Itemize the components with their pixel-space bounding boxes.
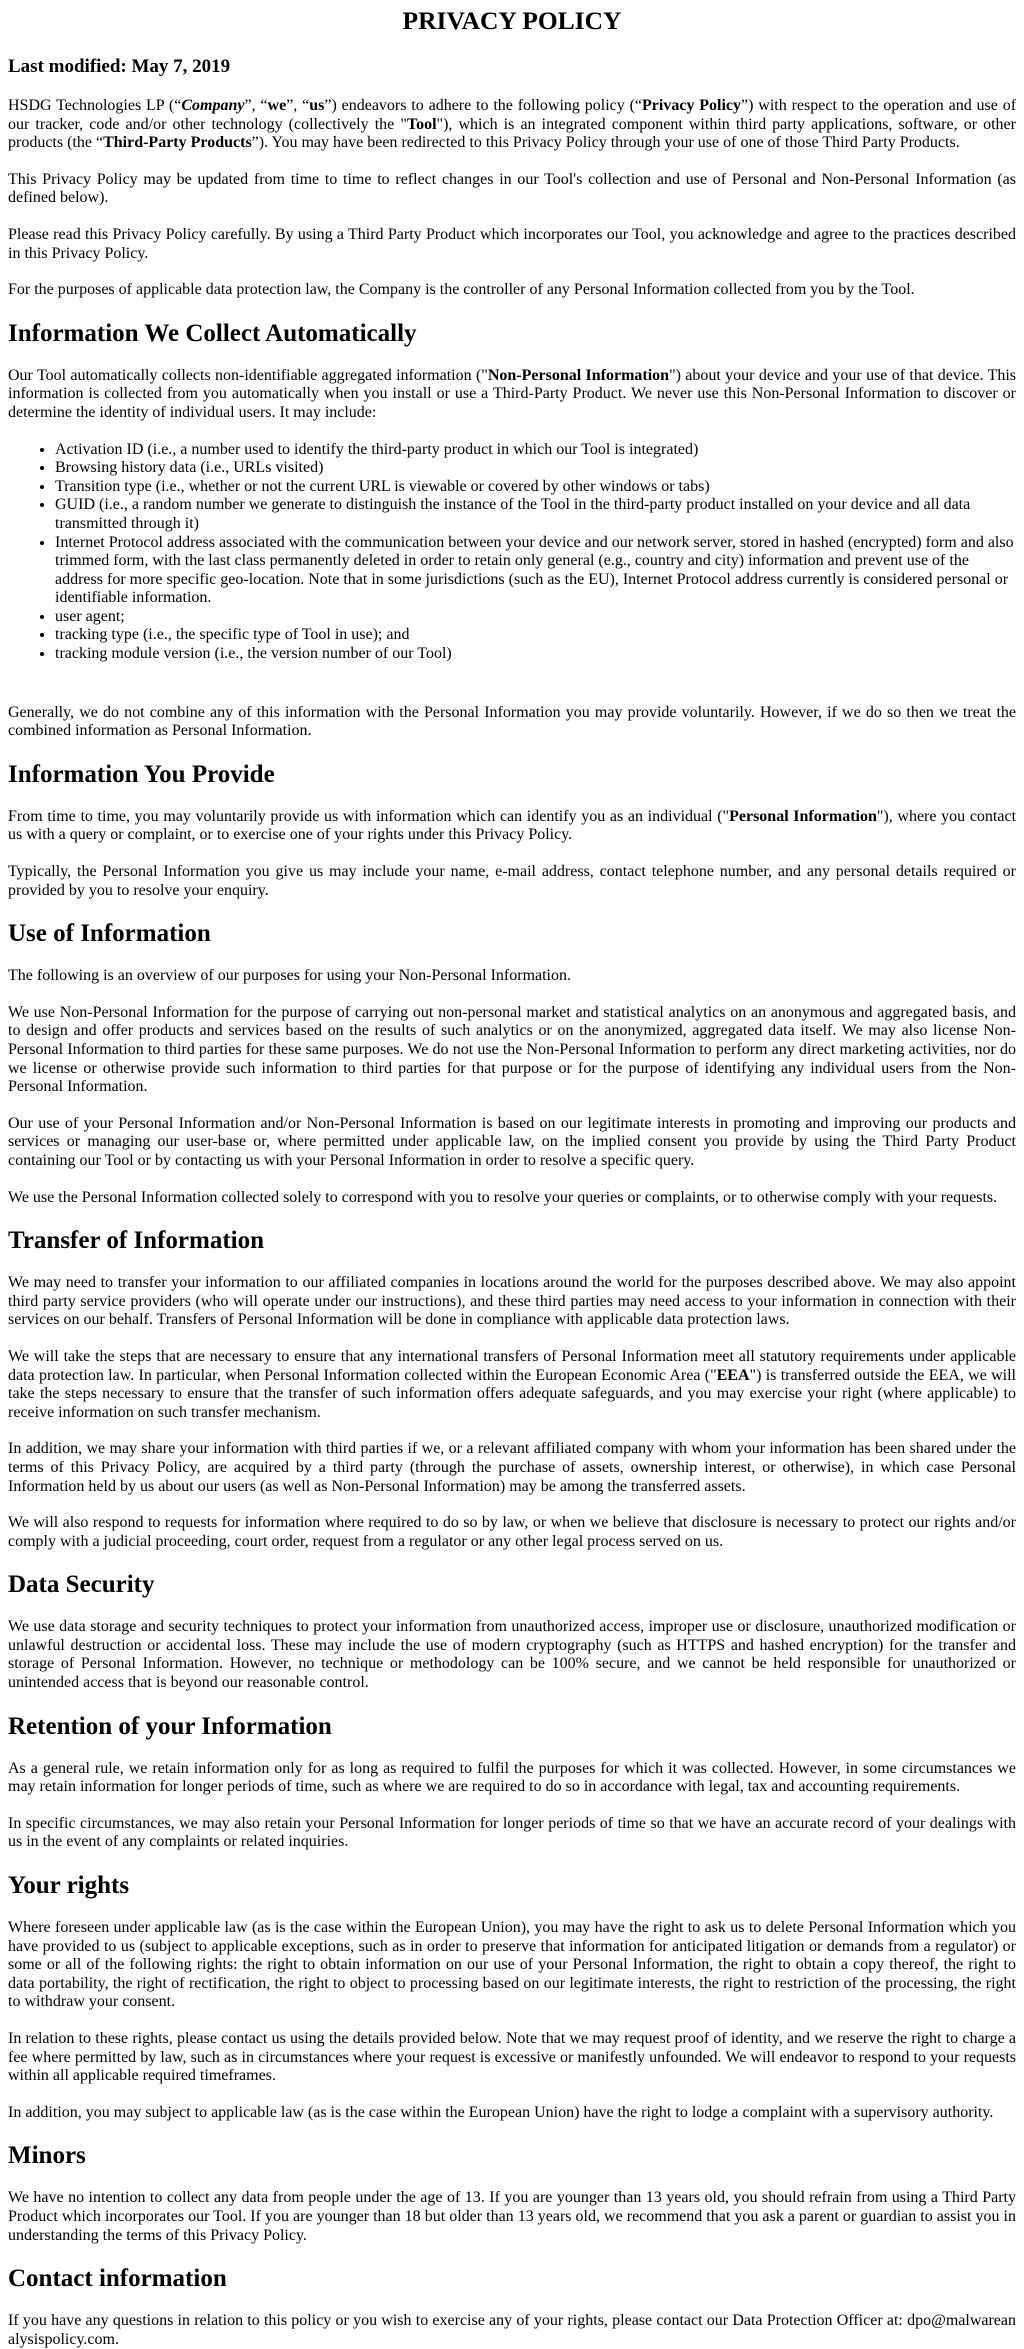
text-run: ”, “ [244, 97, 268, 114]
text-run: ") about your device and your use of that device. This information is collected from you automatically when you install or use a Third-Party Product. We never use this Non-Personal Information to discover or determine the identity of individual users. It may include: [8, 366, 1017, 421]
term-personal-information: Personal Information [729, 807, 877, 825]
text-run: ”). You may have been redirected to this Privacy Policy through your use of one of those Third Party Products. [251, 134, 960, 152]
provide-paragraph-2: Typically, the Personal Information you give us may include your name, e-mail address, contact telephone number, and any personal details required or provided by you to resolve your enquiry. [8, 863, 1016, 899]
retention-paragraph-2: In specific circumstances, we may also retain your Personal Information for longer periods of time so that we have an accurate record of your dealings with us in the event of any complaints or related inquiries. [8, 1814, 1016, 1851]
contact-paragraph-1: If you have any questions in relation to this policy or you wish to exercise any of your rights, please contact our Data Protection Officer at: dpo@malwareanalysispolicy.com. [8, 2312, 1016, 2348]
list-item: • Browsing history data (i.e., URLs visited) [55, 459, 1016, 478]
rights-paragraph-2: In relation to these rights, please contact us using the details provided below. Note that we may request proof of identity, and we reserve the right to charge a fee where permitted by law, such as in circumstances where your request is excessive or manifestly unfounded. We will endeavor to respond to your requests within all applicable required timeframes. [8, 2030, 1016, 2085]
term-non-personal-information: Non-Personal Information [487, 366, 670, 384]
rights-paragraph-1: Where foreseen under applicable law (as is the case within the European Union), you may have the right to ask us to delete Personal Information which you have provided to us (subject to applicable exceptions, such as in order to preserve that information for anticipated litigation or demands from a regulator) or some or all of the following rights: the right to obtain information on our use of your Personal Information, the right to obtain a copy thereof, the right to data portability, the right of rectification, the right to object to processing based on our legitimate interests, the right to restriction of the processing, the right to withdraw your consent. [8, 1919, 1016, 2011]
transfer-paragraph-3: In addition, we may share your information with third parties if we, or a relevant affiliated company with whom your information has been shared under the terms of this Privacy Policy, are acquired by a third party (through the purchase of assets, ownership interest, or otherwise), in which case Personal Information held by us about our users (as well as Non-Personal Information) may be among the transferred assets. [8, 1440, 1016, 1495]
collect-paragraph-1 [8, 367, 1016, 423]
collected-data-list [8, 441, 1016, 664]
text-run: "), where you contact us with a query or complaint, or to exercise one of your rights under this Privacy Policy. [8, 807, 1017, 844]
term-eea: EEA [716, 1366, 750, 1384]
use-paragraph-2: We use Non-Personal Information for the purpose of carrying out non-personal market and statistical analytics on an anonymous and aggregated basis, and to design and offer products and services based on the results of such analytics or on the anonymized, aggregated data itself. We may also license Non-Personal Information to third parties for these same purposes. We do not use the Non-Personal Information to perform any direct marketing activities, nor do we license or otherwise provide such information to third parties for that purpose or for the purpose of identifying any individual users from the Non-Personal Information. [8, 1003, 1016, 1096]
section-heading-minors: Minors [8, 2142, 86, 2170]
term-third-party-products: Third-Party Products [103, 134, 252, 152]
text-run: HSDG Technologies LP (“ [8, 97, 182, 114]
last-modified-date: Last modified: May 7, 2019 [8, 56, 231, 77]
list-item: • user agent; [55, 608, 1016, 627]
intro-paragraph-2: This Privacy Policy may be updated from time to time to reflect changes in our Tool's collection and use of Personal and Non-Personal Information (as defined below). [8, 170, 1016, 207]
section-heading-collect: Information We Collect Automatically [8, 319, 417, 347]
intro-paragraph-1 [8, 97, 1016, 153]
text-run: Our Tool automatically collects non-identifiable aggregated information (" [8, 366, 488, 384]
term-company: Company [181, 97, 245, 114]
text-run: ”, “ [286, 97, 310, 114]
text-run: ") is transferred outside the EEA, we will take the steps necessary to ensure that the transfer of such information offers adequate safeguards, and you may exercise your right (where applicable) to receive information on such transfer mechanism. [8, 1366, 1017, 1421]
list-item: • tracking module version (i.e., the version number of our Tool) [55, 645, 1016, 664]
use-paragraph-4: We use the Personal Information collected solely to correspond with you to resolve your queries or complaints, or to otherwise comply with your requests. [8, 1188, 998, 1206]
term-we: we [267, 97, 287, 114]
list-item: • Activation ID (i.e., a number used to identify the third-party product in which our Tool is integrated) [55, 441, 1016, 460]
section-heading-use: Use of Information [8, 920, 211, 948]
section-heading-transfer: Transfer of Information [8, 1227, 264, 1255]
section-heading-security: Data Security [8, 1571, 155, 1599]
section-heading-rights: Your rights [8, 1872, 130, 1900]
collect-paragraph-2: Generally, we do not combine any of this information with the Personal Information you may provide voluntarily. However, if we do so then we treat the combined information as Personal Information. [8, 703, 1016, 740]
section-heading-retention: Retention of your Information [8, 1712, 332, 1740]
term-privacy-policy: Privacy Policy [642, 97, 742, 114]
text-run: ”) with respect to the operation and use of our tracker, code and/or other technology (collectively the " [8, 97, 1017, 133]
text-run: From time to time, you may voluntarily provide us with information which can identify you as an individual (" [8, 807, 730, 825]
section-heading-contact: Contact information [8, 2265, 227, 2293]
list-item: • tracking type (i.e., the specific type of Tool in use); and [55, 626, 1016, 645]
use-paragraph-3: Our use of your Personal Information and/or Non-Personal Information is based on our legitimate interests in promoting and improving our products and services or managing our user-base or, where permitted under applicable law, on the implied consent you provide by using the Third Party Product containing our Tool or by contacting us with your Personal Information in order to resolve a specific query. [8, 1114, 1016, 1169]
list-item: • GUID (i.e., a random number we generate to distinguish the instance of the Tool in the third-party product installed on your device and all data transmitted through it) [55, 496, 1016, 533]
transfer-paragraph-4: We will also respond to requests for information where required to do so by law, or when we believe that disclosure is necessary to protect our rights and/or comply with a judicial proceeding, court order, request from a regulator or any other legal process served on us. [8, 1514, 1016, 1550]
list-item: • Transition type (i.e., whether or not the current URL is viewable or covered by other windows or tabs) [55, 478, 1016, 497]
text-run: "), which is an integrated component within third party applications, software, or other products (the “ [8, 115, 1016, 152]
provide-paragraph-1 [8, 808, 1016, 845]
term-us: us [309, 97, 325, 114]
text-run: ”) endeavors to adhere to the following policy (“ [324, 97, 643, 114]
security-paragraph-1: We use data storage and security techniques to protect your information from unauthorized access, improper use or disclosure, unauthorized modification or unlawful destruction or accidental loss. These may include the use of modern cryptography (such as HTTPS and hashed encryption) for the transfer and storage of Personal Information. However, no technique or methodology can be 100% secure, and we cannot be held responsible for unauthorized or unintended access that is beyond our reasonable control. [8, 1618, 1016, 1692]
intro-paragraph-4: For the purposes of applicable data protection law, the Company is the controller of any Personal Information collected from you by the Tool. [8, 281, 915, 299]
term-tool: Tool [406, 115, 437, 133]
intro-paragraph-3: Please read this Privacy Policy carefully. By using a Third Party Product which incorporates our Tool, you acknowledge and agree to the practices described in this Privacy Policy. [8, 225, 1016, 262]
list-item: • Internet Protocol address associated with the communication between your device and our network server, stored in hashed (encrypted) form and also trimmed form, with the last class permanently deleted in order to retain only general (e.g., country and city) information and prevent use of the address for more specific geo-location. Note that in some jurisdictions (such as the EU), Internet Protocol address currently is considered personal or identifiable information. [55, 534, 1016, 608]
transfer-paragraph-1: We may need to transfer your information to our affiliated companies in locations around the world for the purposes described above. We may also appoint third party service providers (who will operate under our instructions), and these third parties may need access to your information in connection with their services on our behalf. Transfers of Personal Information will be done in compliance with applicable data protection laws. [8, 1274, 1016, 1329]
use-paragraph-1: The following is an overview of our purposes for using your Non-Personal Information. [8, 967, 571, 985]
section-heading-provide: Information You Provide [8, 760, 275, 788]
page-title: PRIVACY POLICY [402, 6, 622, 35]
retention-paragraph-1: As a general rule, we retain information only for as long as required to fulfil the purposes for which it was collected. However, in some circumstances we may retain information for longer periods of time, such as where we are required to do so in accordance with legal, tax and accounting requirements. [8, 1759, 1016, 1796]
text-run: We will take the steps that are necessary to ensure that any international transfers of Personal Information meet all statutory requirements under applicable data protection law. In particular, when Personal Information collected within the European Economic Area (" [8, 1347, 1016, 1384]
transfer-paragraph-2 [8, 1348, 1016, 1422]
minors-paragraph-1: We have no intention to collect any data from people under the age of 13. If you are younger than 13 years old, you should refrain from using a Third Party Product which incorporates our Tool. If you are younger than 18 but older than 13 years old, we recommend that you ask a parent or guardian to assist you in understanding the terms of this Privacy Policy. [8, 2189, 1016, 2244]
rights-paragraph-3: In addition, you may subject to applicable law (as is the case within the European Union) have the right to lodge a complaint with a supervisory authority. [8, 2103, 994, 2121]
